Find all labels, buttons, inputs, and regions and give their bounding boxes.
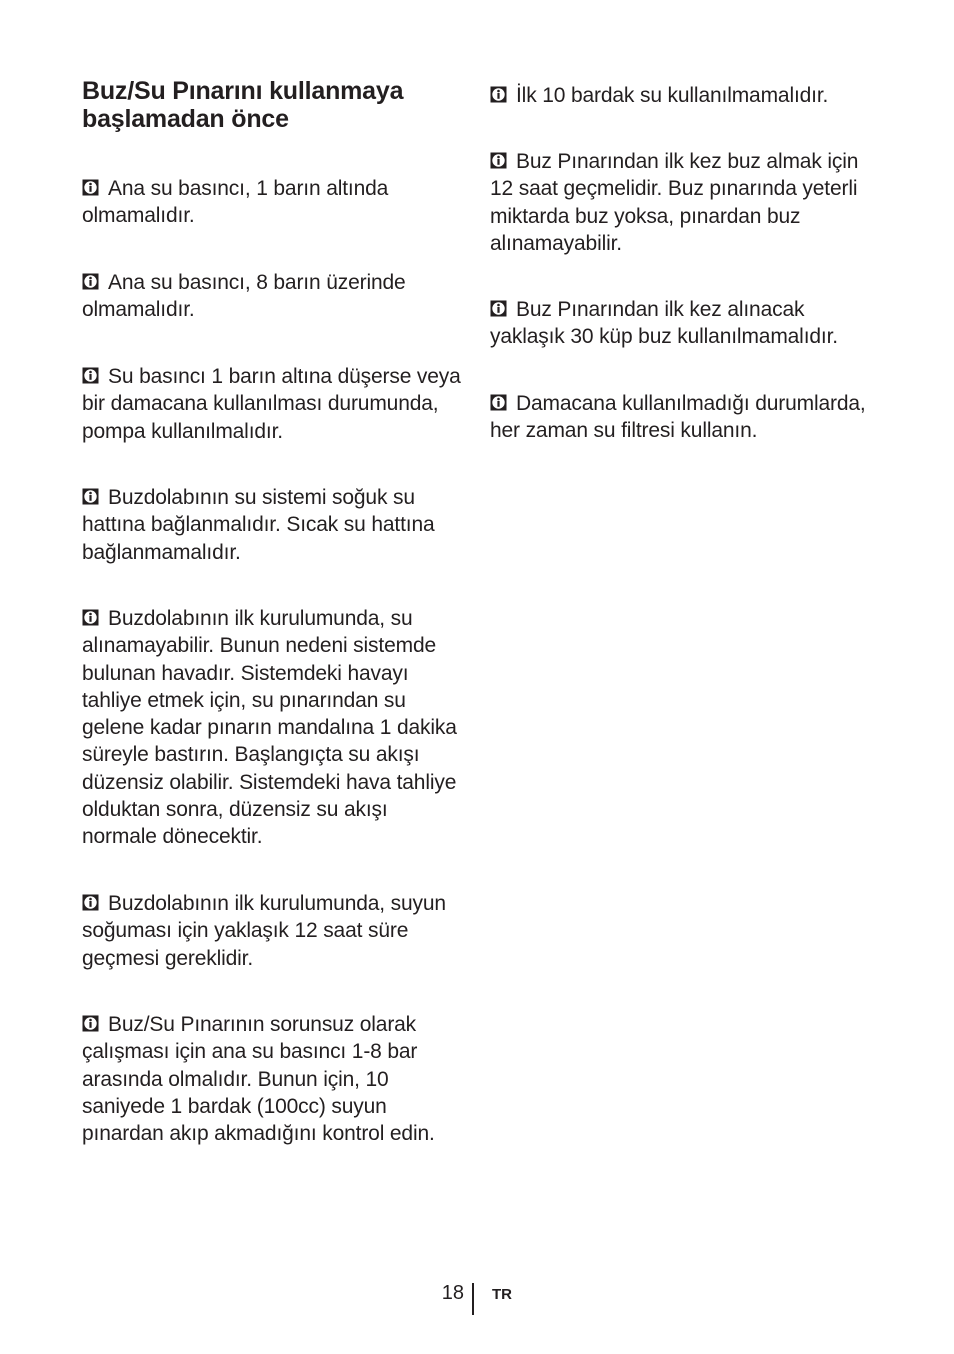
info-icon (490, 300, 507, 317)
info-icon (82, 894, 99, 911)
page-title: Buz/Su Pınarını kullanmaya başlamadan önce (82, 77, 404, 133)
info-note (82, 1011, 467, 1147)
note-text: Buzdolabının su sistemi soğuk su hattına bağlanmalıdır. Sıcak su hattına bağlanmamalıdır. (82, 486, 435, 564)
info-note (490, 296, 870, 351)
info-note (82, 269, 467, 324)
info-icon (490, 86, 507, 103)
note-text: Buz/Su Pınarının sorunsuz olarak çalışması için ana su basıncı 1-8 bar arasında olmalıdır. Bunun için, 10 saniyede 1 bardak (100cc) suyun pınardan akıp akmadığını kontrol edin. (82, 1013, 435, 1146)
note-text: Su basıncı 1 barın altına düşerse veya bir damacana kullanılması durumunda, pompa kullanılmalıdır. (82, 365, 461, 443)
info-note (82, 175, 467, 230)
info-icon (82, 1015, 99, 1032)
info-note (490, 148, 870, 257)
info-note (490, 82, 870, 109)
language-code: TR (492, 1286, 512, 1303)
note-text: Buzdolabının ilk kurulumunda, su alınamayabilir. Bunun nedeni sistemde bulunan havadır. Sistemdeki havayı tahliye etmek için, su pınarından su gelene kadar pınarın mandalına 1 dakika süreyle bastırın. Başlangıçta su akışı düzensiz olabilir. Sistemdeki hava tahliye olduktan sonra, düzensiz su akışı normale dönecektir. (82, 607, 457, 849)
info-note (82, 890, 467, 972)
info-icon (82, 488, 99, 505)
note-text: Damacana kullanılmadığı durumlarda, her zaman su filtresi kullanın. (490, 392, 866, 443)
info-icon (82, 367, 99, 384)
note-text: Buz Pınarından ilk kez alınacak yaklaşık 30 küp buz kullanılmamalıdır. (490, 298, 838, 349)
info-icon (82, 609, 99, 626)
info-icon (82, 179, 99, 196)
note-text: Ana su basıncı, 8 barın üzerinde olmamalıdır. (82, 271, 406, 322)
info-icon (490, 394, 507, 411)
footer-divider (472, 1283, 474, 1315)
info-note (82, 484, 467, 566)
info-icon (82, 273, 99, 290)
info-note (82, 363, 467, 445)
note-text: Buzdolabının ilk kurulumunda, suyun soğuması için yaklaşık 12 saat süre geçmesi gereklidir. (82, 892, 446, 970)
info-icon (490, 152, 507, 169)
note-text: İlk 10 bardak su kullanılmamalıdır. (516, 84, 829, 107)
info-note (490, 390, 870, 445)
page-number: 18 (441, 1282, 464, 1304)
note-text: Buz Pınarından ilk kez buz almak için 12 saat geçmelidir. Buz pınarında yeterli miktarda buz yoksa, pınardan buz alınamayabilir. (490, 150, 859, 255)
info-note (82, 605, 467, 851)
note-text: Ana su basıncı, 1 barın altında olmamalıdır. (82, 177, 389, 228)
